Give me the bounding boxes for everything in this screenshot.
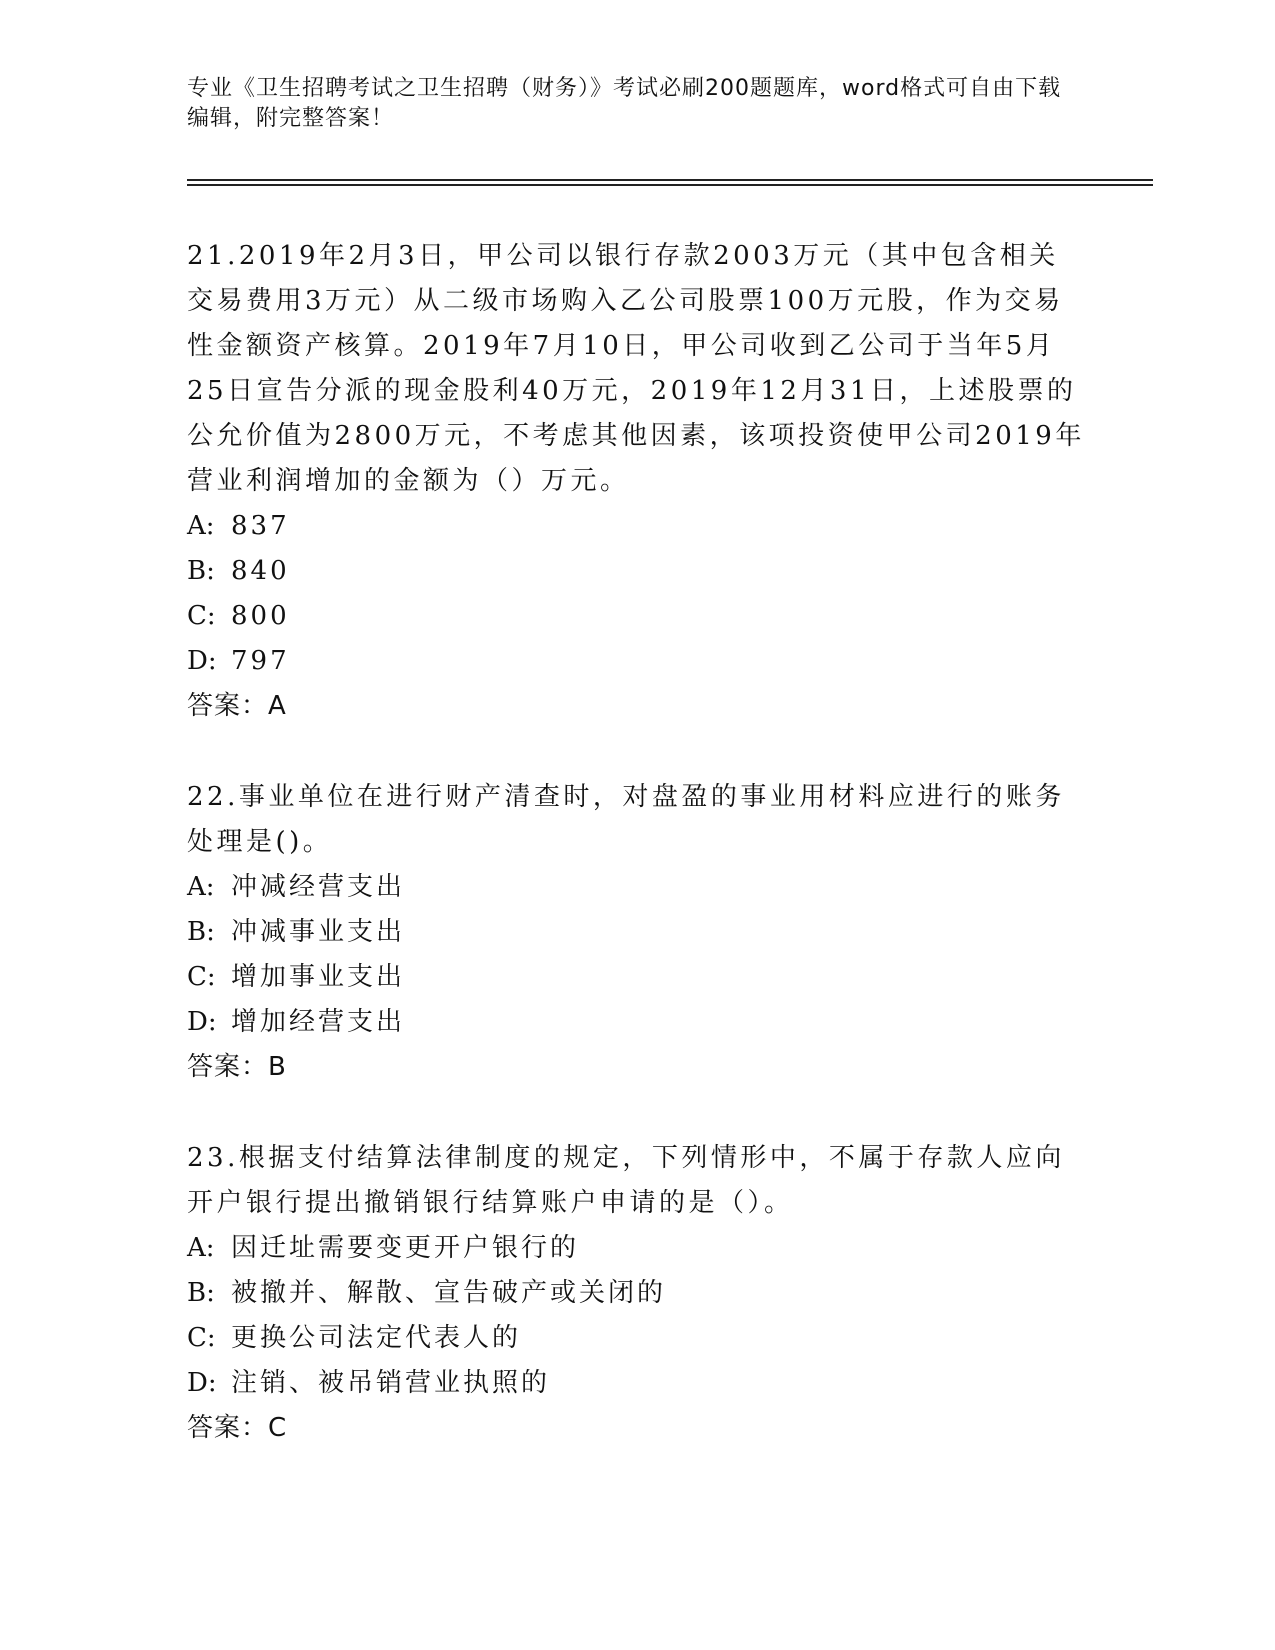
header-divider-top <box>187 179 1153 181</box>
option-letter: A: <box>187 511 215 541</box>
answer-line: 答案：C <box>187 1413 288 1443</box>
option-text: 增加经营支出 <box>231 1007 406 1037</box>
question-23 <box>187 1136 1087 1451</box>
document-header: 专业《卫生招聘考试之卫生招聘（财务）》考试必刷200题题库，word格式可自由下载编辑，附完整答案！ <box>187 76 1062 131</box>
option-letter: D: <box>187 1368 217 1398</box>
option-letter: C: <box>187 962 216 992</box>
option-text: 更换公司法定代表人的 <box>231 1323 522 1353</box>
question-stem: 22.事业单位在进行财产清查时，对盘盈的事业用材料应进行的账务处理是()。 <box>187 782 1065 857</box>
option-text: 837 <box>231 511 290 541</box>
option-text: 797 <box>231 646 290 676</box>
option-text: 冲减事业支出 <box>231 917 406 947</box>
option-c <box>187 1316 1087 1361</box>
option-text: 增加事业支出 <box>231 962 406 992</box>
option-letter: A: <box>187 1233 215 1263</box>
option-letter: C: <box>187 1323 216 1353</box>
question-stem: 23.根据支付结算法律制度的规定，下列情形中，不属于存款人应向开户银行提出撤销银行结算账户申请的是（）。 <box>187 1143 1065 1218</box>
question-stem: 21.2019年2月3日，甲公司以银行存款2003万元（其中包含相关交易费用3万元）从二级市场购入乙公司股票100万元股，作为交易性金额资产核算。2019年7月10日，甲公司收到乙公司于当年5月25日宣告分派的现金股利40万元，2019年12月31日，上述股票的公允价值为2800万元，不考虑其他因素，该项投资使甲公司2019年营业利润增加的金额为（）万元。 <box>187 241 1085 496</box>
option-letter: D: <box>187 1007 217 1037</box>
header-divider-bottom <box>187 184 1153 186</box>
option-a <box>187 504 1087 549</box>
answer-line: 答案：B <box>187 1052 287 1082</box>
option-letter: B: <box>187 1278 215 1308</box>
option-letter: A: <box>187 872 215 902</box>
option-text: 800 <box>231 601 290 631</box>
option-b <box>187 910 1087 955</box>
option-c <box>187 594 1087 639</box>
question-list <box>187 234 1087 1497</box>
option-b <box>187 549 1087 594</box>
option-a <box>187 1226 1087 1271</box>
option-text: 冲减经营支出 <box>231 872 406 902</box>
option-text: 因迁址需要变更开户银行的 <box>231 1233 580 1263</box>
question-21 <box>187 234 1087 729</box>
answer-line: 答案：A <box>187 691 287 721</box>
option-text: 840 <box>231 556 290 586</box>
option-text: 被撤并、解散、宣告破产或关闭的 <box>231 1278 667 1308</box>
question-22 <box>187 775 1087 1090</box>
option-b <box>187 1271 1087 1316</box>
option-text: 注销、被吊销营业执照的 <box>231 1368 551 1398</box>
option-d <box>187 639 1087 684</box>
option-letter: B: <box>187 917 215 947</box>
option-d <box>187 1361 1087 1406</box>
option-letter: D: <box>187 646 217 676</box>
option-letter: B: <box>187 556 215 586</box>
option-a <box>187 865 1087 910</box>
option-letter: C: <box>187 601 216 631</box>
option-d <box>187 1000 1087 1045</box>
option-c <box>187 955 1087 1000</box>
